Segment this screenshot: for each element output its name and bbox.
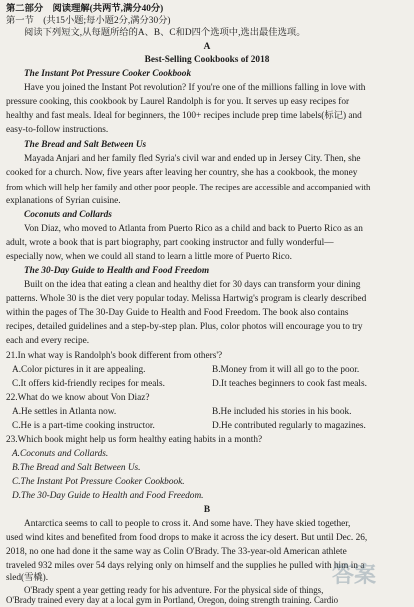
book-1-line: healthy and fast meals. Ideal for beginners, the 100+ recipes include prep time labels(标记) and [6,111,362,121]
question-22-option-d[interactable]: D.He contributed regularly to magazines. [212,421,366,431]
book-1-line: pressure cooking, this cookbook by Laurel Randolph is for you. It serves up easy recipes for [6,97,350,107]
book-3-line: Von Diaz, who moved to Atlanta from Puerto Rico as a child and back to Puerto Rico as an [24,224,363,234]
passage-b-line: sled(雪橇). [6,573,49,583]
question-23-stem: 23.Which book might help us form healthy eating habits in a month? [6,435,263,445]
question-21-stem: 21.In what way is Randolph's book different from others'? [6,351,223,361]
passage-b-line: used wind kites and benefited from food drops to make it across the icy desert. But until Dec. 26, [6,533,368,543]
section-heading: 第一节 (共15小题;每小题2分,满分30分) [6,16,171,26]
question-23-option-d[interactable]: D.The 30-Day Guide to Health and Food Freedom. [12,491,204,501]
question-23-option-b[interactable]: B.The Bread and Salt Between Us. [12,463,141,473]
book-2-title: The Bread and Salt Between Us [24,140,147,150]
book-2-line: from which will help her family and other poor people. The recipes are accessible and accompanied with [6,182,371,192]
question-22-stem: 22.What do we know about Von Diaz? [6,393,150,403]
question-21-option-d[interactable]: D.It teaches beginners to cook fast meals. [212,379,367,389]
book-4-title: The 30-Day Guide to Health and Food Freedom [24,266,210,276]
book-1-title: The Instant Pot Pressure Cooker Cookbook [24,69,192,79]
passage-b-line: O'Brady trained every day at a local gym in Portland, Oregon, doing strength training. Cardio [6,595,339,605]
part-heading: 第二部分 阅读理解(共两节,满分40分) [6,4,164,14]
question-22-option-c[interactable]: C.He is a part-time cooking instructor. [12,421,155,431]
book-4-line: within the pages of The 30-Day Guide to Health and Food Freedom. The book also contains [6,308,349,318]
book-1-line: easy-to-follow instructions. [6,125,109,135]
watermark-stamp-text: 答案 [332,563,377,588]
passage-a-title: Best-Selling Cookbooks of 2018 [144,55,270,65]
book-1-line: Have you joined the Instant Pot revolution? If you're one of the millions falling in love with [24,83,366,93]
passage-b-line: Antarctica seems to call to people to cross it. And some have. They have skied together, [24,519,351,529]
instruction: 阅读下列短文,从每题所给的A、B、C和D四个选项中,选出最佳选项。 [24,28,306,38]
passage-b-line: 2018, no one had done it the same way as Colin O'Brady. The 33-year-old American athlete [6,547,347,557]
question-21-option-b[interactable]: B.Money from it will all go to the poor. [212,365,360,375]
passage-a-letter: A [203,42,211,52]
book-2-line: explanations of Syrian cuisine. [6,196,121,206]
watermark-stamp [332,558,408,598]
book-3-title: Coconuts and Collards [24,210,112,220]
book-4-line: Built on the idea that eating a clean and healthy diet for 30 days can transform your dining [24,280,361,290]
book-3-line: especially now, when we could all stand to learn a little more of Puerto Rico. [6,252,292,262]
book-2-line: Mayada Anjari and her family fled Syria's civil war and ended up in Jersey City. Then, she [24,154,361,164]
book-4-line: recipes, detailed guidelines and a step-by-step plan. Plus, color photos will encourage you to try [6,322,363,332]
book-2-line: cooked for a church. Now, five years after leaving her country, she has a cookbook, the money [6,168,358,178]
book-4-line: patterns. Whole 30 is the diet very popular today. Melissa Hartwig's program is clearly described [6,294,367,304]
question-23-option-a[interactable]: A.Coconuts and Collards. [12,449,109,459]
book-4-line: each and every recipe. [6,336,90,346]
question-23-option-c[interactable]: C.The Instant Pot Pressure Cooker Cookbook. [12,477,185,487]
passage-b-letter: B [203,505,211,515]
question-21-option-a[interactable]: A.Color pictures in it are appealing. [12,365,146,375]
question-22-option-b[interactable]: B.He included his stories in his book. [212,407,352,417]
passage-b-line: traveled 932 miles over 54 days relying only on himself and the supplies he pulled with him in a [6,561,365,571]
book-3-line: adult, wrote a book that is part biography, part cooking instructor and fully wonderful— [6,238,334,248]
question-22-option-a[interactable]: A.He settles in Atlanta now. [12,407,117,417]
passage-b-line: O'Brady spent a year getting ready for his adventure. For the physical side of things, [24,585,324,595]
question-21-option-c[interactable]: C.It offers kid-friendly recipes for meals. [12,379,165,389]
